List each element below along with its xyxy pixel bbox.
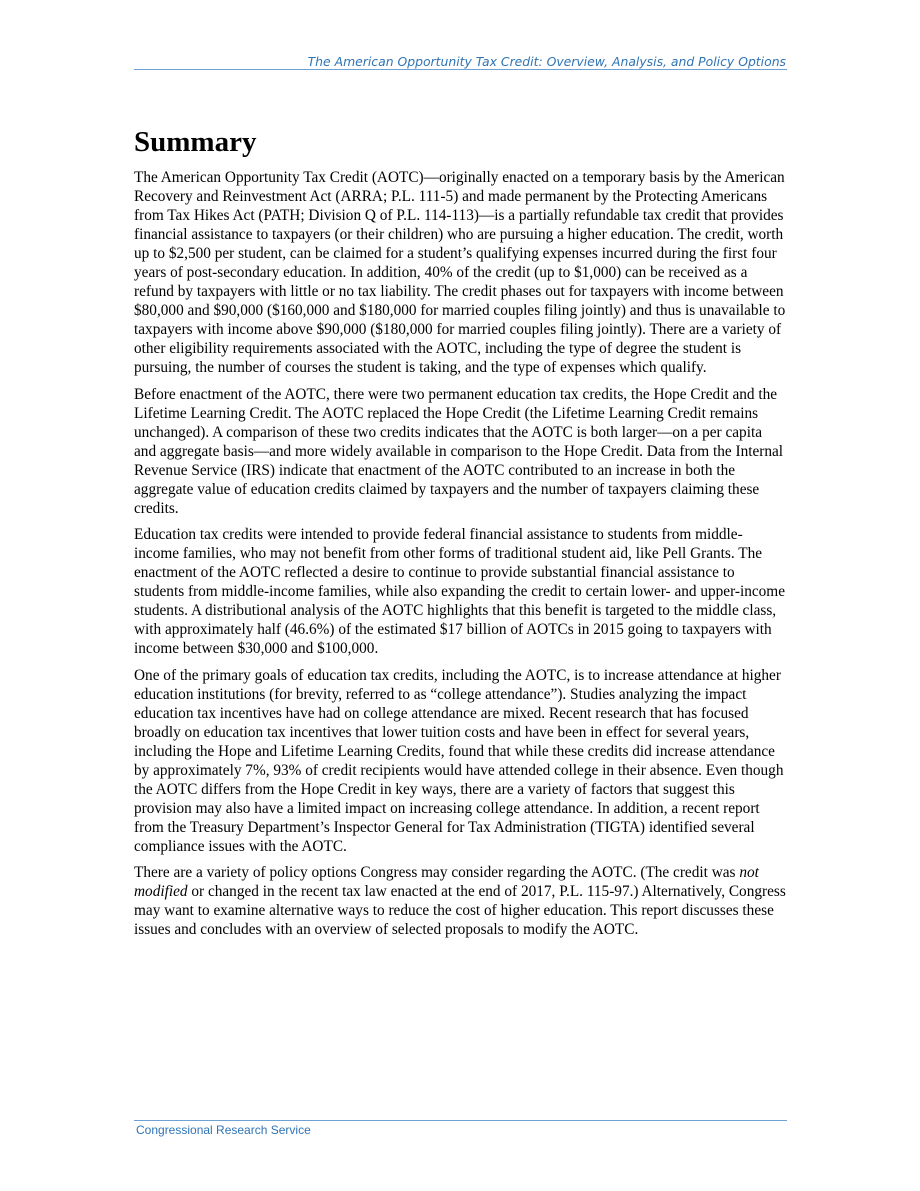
summary-paragraph-4: One of the primary goals of education tax credits, including the AOTC, is to increase attendance at higher education institutions (for brevity, referred to as “college attendance”). Studies analyzing the impact education tax incentives have had on college attendance are mixed. Recent research that has focused broadly on education tax incentives that lower tuition costs and have been in effect for several years, including the Hope and Lifetime Learning Credits, found that while these credits did increase attendance by approximately 7%, 93% of credit recipients would have attended college in their absence. Even though the AOTC differs from the Hope Credit in key ways, there are a variety of factors that suggest this provision may also have a limited impact on increasing college attendance. In addition, a recent report from the Treasury Department’s Inspector General for Tax Administration (TIGTA) identified several compliance issues with the AOTC. [134,666,784,855]
summary-paragraph-2: Before enactment of the AOTC, there were two permanent education tax credits, the Hope Credit and the Lifetime Learning Credit. The AOTC replaced the Hope Credit (the Lifetime Learning Credit remains unchanged). A comparison of these two credits indicates that the AOTC is both larger—on a per capita and aggregate basis—and more widely available in comparison to the Hope Credit. Data from the Internal Revenue Service (IRS) indicate that enactment of the AOTC contributed to an increase in both the aggregate value of education credits claimed by taxpayers and the number of taxpayers claiming these credits. [134,385,784,517]
paragraph-5-text-start: There are a variety of policy options Congress may consider regarding the AOTC. (The credit was [134,864,740,881]
header-divider [134,69,787,70]
running-header-title: The American Opportunity Tax Credit: Overview, Analysis, and Policy Options [307,54,786,69]
summary-heading: Summary [134,126,257,158]
footer-divider [134,1120,787,1121]
summary-paragraph-3: Education tax credits were intended to provide federal financial assistance to students from middle-income families, who may not benefit from other forms of traditional student aid, like Pell Grants. The enactment of the AOTC reflected a desire to continue to provide substantial financial assistance to students from middle-income families, while also expanding the credit to certain lower- and upper-income students. A distributional analysis of the AOTC highlights that this benefit is targeted to the middle class, with approximately half (46.6%) of the estimated $17 billion of AOTCs in 2015 going to taxpayers with income between $30,000 and $100,000. [134,526,785,657]
paragraph-5-emphasis: not modified [134,864,759,900]
summary-paragraph-5 [134,863,787,939]
summary-paragraph-1: The American Opportunity Tax Credit (AOTC)—originally enacted on a temporary basis by the American Recovery and Reinvestment Act (ARRA; P.L. 111-5) and made permanent by the Protecting Americans from Tax Hikes Act (PATH; Division Q of P.L. 114-113)—is a partially refundable tax credit that provides financial assistance to taxpayers (or their children) who are pursuing a higher education. The credit, worth up to $2,500 per student, can be claimed for a student’s qualifying expenses incurred during the first four years of post-secondary education. In addition, 40% of the credit (up to $1,000) can be received as a refund by taxpayers with little or no tax liability. The credit phases out for taxpayers with income between $80,000 and $90,000 ($160,000 and $180,000 for married couples filing jointly) and thus is unavailable to taxpayers with income above $90,000 ($180,000 for married couples filing jointly). There are a variety of other eligibility requirements associated with the AOTC, including the type of degree the student is pursuing, the number of courses the student is taking, and the type of expenses which qualify. [134,169,786,376]
summary-body [134,168,787,947]
paragraph-5-text-end: or changed in the recent tax law enacted at the end of 2017, P.L. 115-97.) Alternatively, Congress may want to examine alternative ways to reduce the cost of higher education. This report discusses these issues and concludes with an overview of selected proposals to modify the AOTC. [134,883,786,938]
footer-label: Congressional Research Service [136,1123,311,1137]
